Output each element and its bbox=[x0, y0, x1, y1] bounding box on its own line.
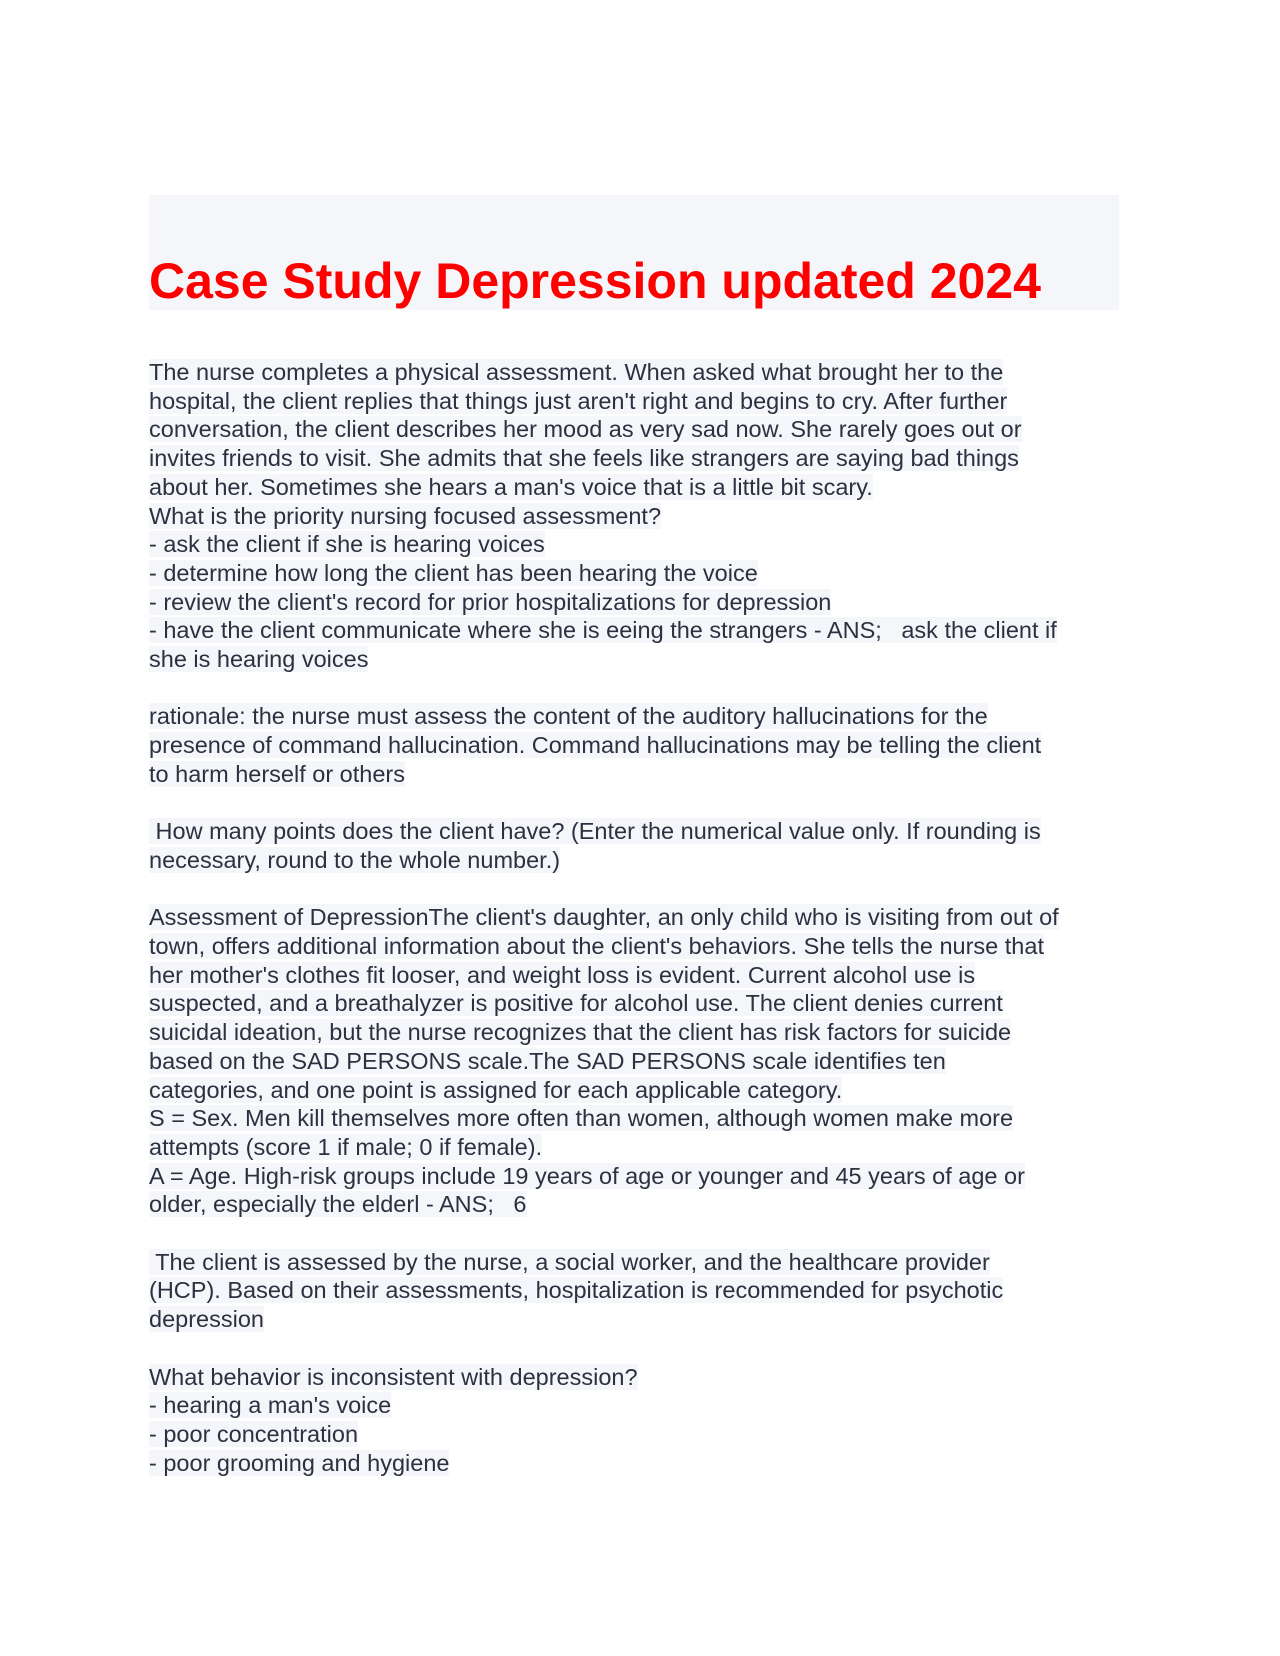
text-line-content: invites friends to visit. She admits that she feels like strangers are saying bad things bbox=[149, 445, 1019, 472]
text-line bbox=[149, 1391, 1149, 1420]
text-line-content: suspected, and a breathalyzer is positive for alcohol use. The client denies current bbox=[149, 990, 1003, 1017]
paragraph-gap bbox=[149, 1334, 1149, 1363]
text-line-content: - determine how long the client has been hearing the voice bbox=[149, 559, 758, 586]
text-line-content: - poor grooming and hygiene bbox=[149, 1449, 450, 1476]
text-line bbox=[149, 1276, 1149, 1305]
text-line-content: suicidal ideation, but the nurse recognizes that the client has risk factors for suicide bbox=[149, 1019, 1012, 1046]
text-line bbox=[149, 1363, 1149, 1392]
text-line-content: The nurse completes a physical assessment. When asked what brought her to the bbox=[149, 359, 1004, 385]
paragraph-gap bbox=[149, 875, 1149, 904]
text-line-content: - hearing a man's voice bbox=[149, 1392, 392, 1419]
text-line-content: to harm herself or others bbox=[149, 760, 405, 787]
paragraph-gap bbox=[149, 789, 1149, 818]
text-line bbox=[149, 932, 1149, 961]
paragraph-gap bbox=[149, 674, 1149, 703]
text-line-content: - poor concentration bbox=[149, 1420, 359, 1447]
text-line bbox=[149, 387, 1149, 416]
text-line-content: older, especially the elderl - ANS; 6 bbox=[149, 1191, 527, 1218]
text-line-content: categories, and one point is assigned for each applicable category. bbox=[149, 1076, 843, 1103]
text-line-content: What is the priority nursing focused assessment? bbox=[149, 502, 662, 529]
text-line bbox=[149, 1420, 1149, 1449]
text-line-content: she is hearing voices bbox=[149, 646, 369, 673]
text-line bbox=[149, 817, 1149, 846]
text-line bbox=[149, 1190, 1149, 1219]
text-line bbox=[149, 473, 1149, 502]
text-line bbox=[149, 502, 1149, 531]
text-line-content: about her. Sometimes she hears a man's voice that is a little bit scary. bbox=[149, 473, 873, 500]
text-line bbox=[149, 961, 1149, 990]
text-line bbox=[149, 1104, 1149, 1133]
text-line bbox=[149, 588, 1149, 617]
text-line-content: (HCP). Based on their assessments, hospitalization is recommended for psychotic bbox=[149, 1277, 1004, 1304]
document-title: Case Study Depression updated 2024 bbox=[149, 253, 1041, 309]
text-line-content: How many points does the client have? (Enter the numerical value only. If rounding is bbox=[149, 818, 1041, 845]
text-line-content: S = Sex. Men kill themselves more often than women, although women make more bbox=[149, 1105, 1014, 1132]
text-line bbox=[149, 616, 1149, 645]
text-line-content: her mother's clothes fit looser, and weight loss is evident. Current alcohol use is bbox=[149, 961, 976, 988]
text-line bbox=[149, 559, 1149, 588]
text-line bbox=[149, 903, 1149, 932]
text-line-content: - ask the client if she is hearing voices bbox=[149, 531, 545, 558]
text-line bbox=[149, 1305, 1149, 1334]
text-line-content: town, offers additional information about the client's behaviors. She tells the nurse that bbox=[149, 933, 1044, 960]
text-line bbox=[149, 1162, 1149, 1191]
text-line-content: depression bbox=[149, 1306, 264, 1333]
text-line-content: The client is assessed by the nurse, a social worker, and the healthcare provider bbox=[149, 1248, 990, 1275]
text-line bbox=[149, 444, 1149, 473]
text-line-content: - have the client communicate where she is eeing the strangers - ANS; ask the client if bbox=[149, 617, 1057, 644]
text-line-content: Assessment of DepressionThe client's daughter, an only child who is visiting from out of bbox=[149, 904, 1059, 931]
text-line-content: - review the client's record for prior hospitalizations for depression bbox=[149, 588, 832, 615]
text-line-content: A = Age. High-risk groups include 19 years of age or younger and 45 years of age or bbox=[149, 1162, 1025, 1189]
text-line bbox=[149, 1133, 1149, 1162]
text-line-content: presence of command hallucination. Command hallucinations may be telling the client bbox=[149, 732, 1042, 759]
text-line bbox=[149, 1248, 1149, 1277]
paragraph-gap bbox=[149, 1219, 1149, 1248]
text-line bbox=[149, 415, 1149, 444]
text-line bbox=[149, 702, 1149, 731]
text-line bbox=[149, 645, 1149, 674]
text-line bbox=[149, 846, 1149, 875]
text-line-content: attempts (score 1 if male; 0 if female). bbox=[149, 1133, 543, 1160]
text-line bbox=[149, 1047, 1149, 1076]
text-line bbox=[149, 1076, 1149, 1105]
text-line bbox=[149, 731, 1149, 760]
text-line bbox=[149, 358, 1149, 387]
document-body bbox=[149, 358, 1149, 1477]
text-line bbox=[149, 760, 1149, 789]
text-line bbox=[149, 989, 1149, 1018]
text-line-content: What behavior is inconsistent with depression? bbox=[149, 1363, 638, 1390]
text-line-content: conversation, the client describes her mood as very sad now. She rarely goes out or bbox=[149, 416, 1022, 443]
text-line-content: hospital, the client replies that things just aren't right and begins to cry. After further bbox=[149, 387, 1008, 414]
text-line-content: based on the SAD PERSONS scale.The SAD PERSONS scale identifies ten bbox=[149, 1047, 946, 1074]
text-line bbox=[149, 1449, 1149, 1478]
text-line bbox=[149, 1018, 1149, 1047]
text-line-content: rationale: the nurse must assess the content of the auditory hallucinations for the bbox=[149, 703, 988, 730]
text-line-content: necessary, round to the whole number.) bbox=[149, 846, 561, 873]
text-line bbox=[149, 530, 1149, 559]
